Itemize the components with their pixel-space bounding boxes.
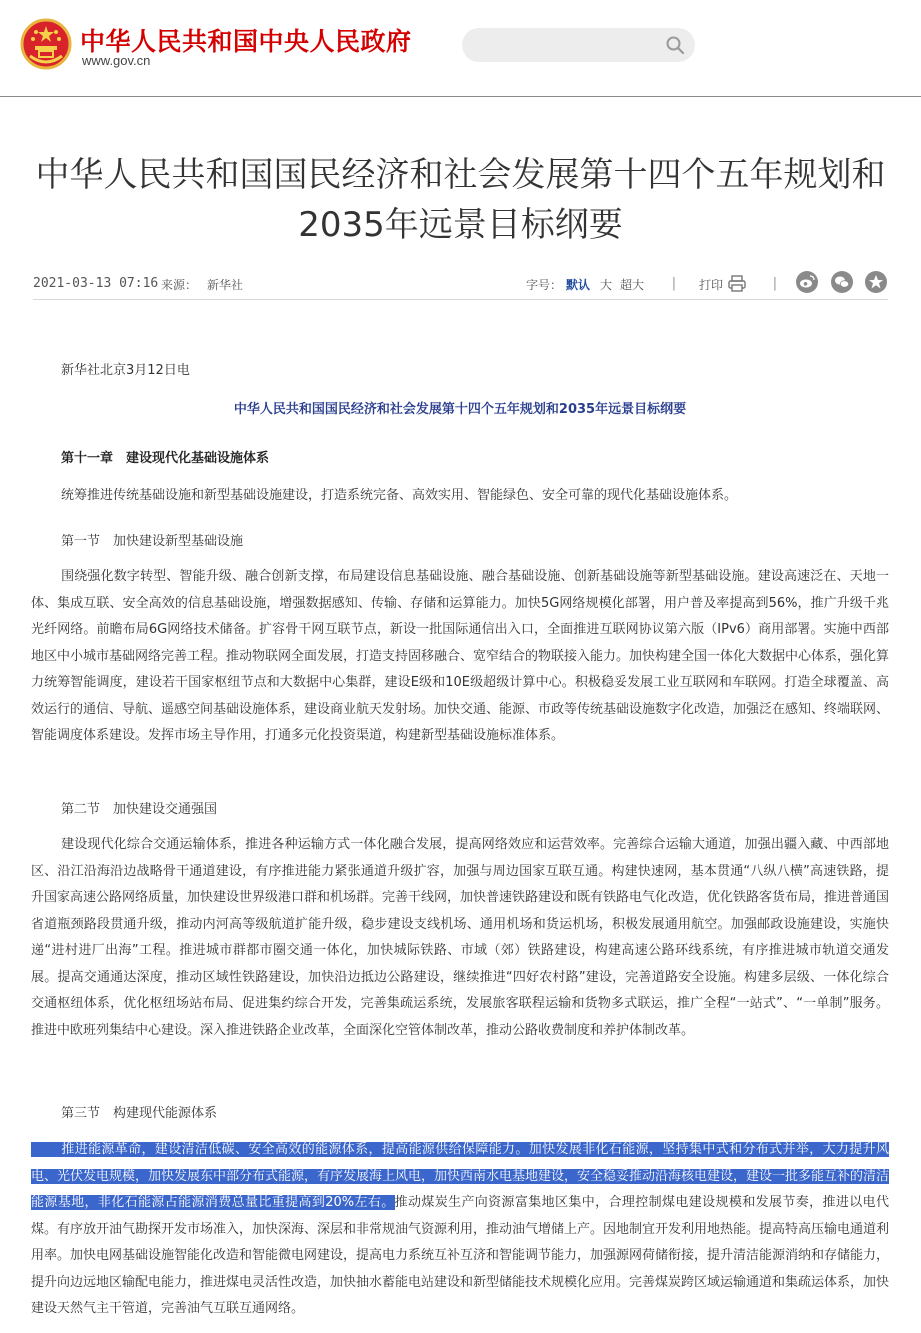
source-name: 新华社 <box>207 278 244 292</box>
font-size-default-button[interactable]: 默认 <box>566 278 591 292</box>
article-title <box>30 150 891 250</box>
site-title[interactable]: 中华人民共和国中央人民政府 <box>80 27 412 56</box>
dateline: 新华社北京3月12日电 <box>61 363 190 378</box>
weibo-share-icon[interactable] <box>795 270 819 294</box>
publish-date: 2021-03-13 07:16 <box>33 276 159 291</box>
separator: | <box>771 276 779 291</box>
section1-paragraph <box>31 564 889 750</box>
section-heading: 第三节 构建现代能源体系 <box>61 1106 218 1121</box>
font-size-big-button[interactable]: 大 <box>600 278 613 292</box>
section2-text: 建设现代化综合交通运输体系，推进各种运输方式一体化融合发展，提高网络效应和运营效率。完善综合运输大通道，加强出疆入藏、中西部地区、沿江沿海沿边战略骨干通道建设，有序推进能力紧张通道升级扩容，加强与周边国家互联互通。构建快速网，基本贯通“八纵八横”高速铁路，提升国家高速公路网络质量，加快建设世界级港口群和机场群。完善干线网，加快普速铁路建设和既有铁路电气化改造，优化铁路客货布局，推进普通国省道瓶颈路段贯通升级，推动内河高等级航道扩能升级，稳步建设支线机场、通用机场和货运机场，积极发展通用航空。加强邮政设施建设，实施快递“进村进厂出海”工程。推进城市群都市圈交通一体化，加快城际铁路、市域（郊）铁路建设，构建高速公路环线系统，有序推进城市轨道交通发展。提高交通通达深度，推动区域性铁路建设，加快沿边抵边公路建设，继续推进“四好农村路”建设，完善道路安全设施。构建多层级、一体化综合交通枢纽体系，优化枢纽场站布局、促进集约综合开发，完善集疏运系统，发展旅客联程运输和货物多式联运，推广全程“一站式”、“一单制”服务。推进中欧班列集结中心建设。深入推进铁路企业改革，全面深化空管体制改革，推动公路收费制度和养护体制改革。 <box>31 837 890 1038</box>
font-size-label: 字号： <box>526 278 563 292</box>
separator: | <box>670 276 678 291</box>
article-meta-bar <box>33 268 888 300</box>
search-input[interactable] <box>462 28 695 62</box>
section2-paragraph <box>31 832 889 1044</box>
section3-paragraph <box>31 1137 889 1323</box>
search-icon[interactable] <box>665 35 685 55</box>
document-heading: 中华人民共和国国民经济和社会发展第十四个五年规划和2035年远景目标纲要 <box>233 402 687 417</box>
favorite-star-icon[interactable] <box>864 270 888 294</box>
selected-text[interactable]: 推进能源革命，建设清洁低碳、安全高效的能源体系，提高能源供给保障能力。加快发展非化石能源，坚持集中式和分布式并举，大力提升风电、光伏发电规模，加快发展东中部分布式能源，有序发展海上风电，加快西南水电基地建设，安全稳妥推动沿海核电建设，建设一批多能互补的清洁能源基地，非化石能源占能源消费总量比重提高到20%左右。 <box>31 1142 890 1210</box>
section3-text: 推动煤炭生产向资源富集地区集中，合理控制煤电建设规模和发展节奏，推进以电代煤。有序放开油气勘探开发市场准入，加快深海、深层和非常规油气资源利用，推动油气增储上产。因地制宜开发利用地热能。提高特高压输电通道利用率。加快电网基础设施智能化改造和智能微电网建设，提高电力系统互补互济和智能调节能力，加强源网荷储衔接，提升清洁能源消纳和存储能力，提升向边远地区输配电能力，推进煤电灵活性改造，加快抽水蓄能电站建设和新型储能技术规模化应用。完善煤炭跨区域运输通道和集疏运体系，加快建设天然气主干管道，完善油气互联互通网络。 <box>31 1195 890 1316</box>
print-button[interactable]: 打印 <box>699 278 724 292</box>
section-heading: 第二节 加快建设交通强国 <box>61 802 218 817</box>
site-header <box>0 0 921 97</box>
source-label: 来源： <box>161 278 198 292</box>
section1-text: 围绕强化数字转型、智能升级、融合创新支撑，布局建设信息基础设施、融合基础设施、创新基础设施等新型基础设施。建设高速泛在、天地一体、集成互联、安全高效的信息基础设施，增强数据感知、传输、存储和运算能力。加快5G网络规模化部署，用户普及率提高到56%，推广升级千兆光纤网络。前瞻布局6G网络技术储备。扩容骨干网互联节点，新设一批国际通信出入口，全面推进互联网协议第六版（IPv6）商用部署。实施中西部地区中小城市基础网络完善工程。推动物联网全面发展，打造支持固移融合、宽窄结合的物联接入能力。加快构建全国一体化大数据中心体系，强化算力统筹智能调度，建设若干国家枢纽节点和大数据中心集群，建设E级和10E级超级计算中心。积极稳妥发展工业互联网和车联网。打造全球覆盖、高效运行的通信、导航、遥感空间基础设施体系，建设商业航天发射场。加快交通、能源、市政等传统基础设施数字化改造，加强泛在感知、终端联网、智能调度体系建设。发挥市场主导作用，打通多元化投资渠道，构建新型基础设施标准体系。 <box>31 569 890 743</box>
intro-text: 统筹推进传统基础设施和新型基础设施建设，打造系统完备、高效实用、智能绿色、安全可靠的现代化基础设施体系。 <box>61 488 738 503</box>
site-url[interactable]: www.gov.cn <box>82 53 151 68</box>
article-title-line1: 中华人民共和国国民经济和社会发展第十四个五年规划和 <box>35 155 886 195</box>
chapter-heading: 第十一章 建设现代化基础设施体系 <box>61 451 270 466</box>
wechat-share-icon[interactable] <box>830 270 854 294</box>
section-heading: 第一节 加快建设新型基础设施 <box>61 534 244 549</box>
printer-icon[interactable] <box>728 275 746 292</box>
intro-paragraph <box>31 483 889 510</box>
font-size-xbig-button[interactable]: 超大 <box>620 278 645 292</box>
article-title-line2: 2035年远景目标纲要 <box>298 205 623 245</box>
national-emblem-icon[interactable] <box>20 18 72 70</box>
